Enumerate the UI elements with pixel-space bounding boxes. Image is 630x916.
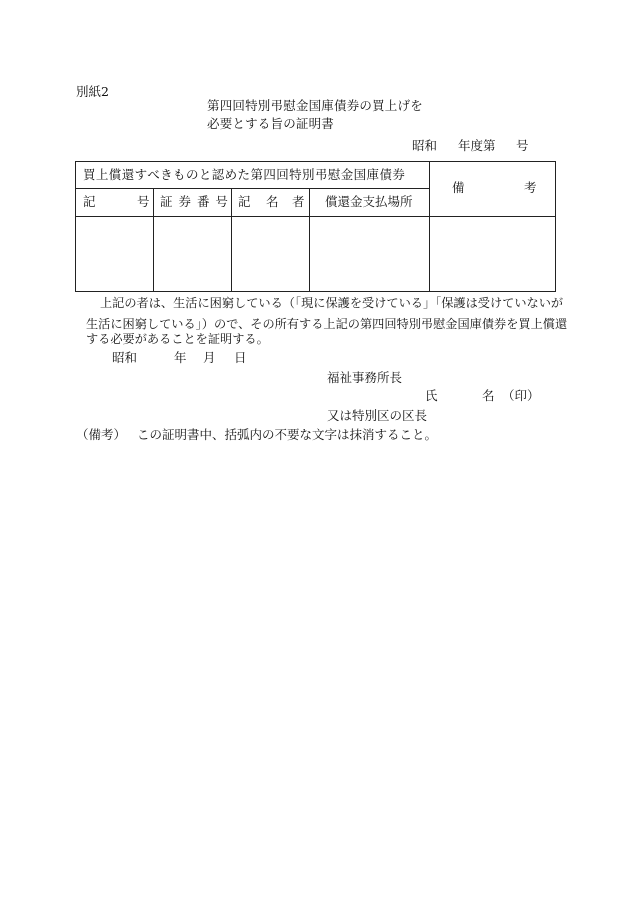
- col-payment-place: 償還金支払場所: [325, 194, 413, 209]
- signature-office: 福祉事務所長: [327, 370, 403, 385]
- col-shoken-bangou: 証 券 番 号: [160, 194, 229, 209]
- col-kimei-char3: 者: [292, 194, 305, 209]
- col-kigou-char2: 号: [137, 194, 150, 209]
- col-kimei-char2: 名: [266, 194, 279, 209]
- col-kimei-char1: 記: [238, 194, 251, 209]
- remarks-header-char1: 備: [452, 180, 465, 195]
- date-day: 日: [234, 350, 247, 365]
- col-kigou-char1: 記: [83, 194, 96, 209]
- doc-number-year-label: 年度第: [458, 138, 496, 153]
- body-line-2: 生活に困窮している」）ので、その所有する上記の第四回特別弔慰金国庫債券を買上償還: [86, 317, 568, 331]
- note-label: （備考）: [76, 427, 127, 442]
- note-text: この証明書中、括弧内の不要な文字は抹消すること。: [137, 427, 438, 442]
- signature-name-char2: 名: [482, 388, 495, 403]
- signature-seal: （印）: [502, 388, 540, 403]
- bond-table: [75, 161, 556, 292]
- date-era: 昭和: [112, 350, 138, 365]
- body-line-3: する必要があることを証明する。: [86, 332, 269, 346]
- signature-alt-office: 又は特別区の区長: [327, 408, 428, 423]
- date-year: 年: [174, 350, 187, 365]
- doc-number-era: 昭和: [412, 138, 438, 153]
- body-line-1: 上記の者は、生活に困窮している（「現に保護を受けている」「保護は受けていないが: [100, 296, 564, 310]
- table-body-row: [76, 217, 555, 291]
- table-group-header: 買上償還すべきものと認めた第四回特別弔慰金国庫債券: [83, 167, 406, 182]
- remarks-header-char2: 考: [524, 180, 537, 195]
- signature-name-char1: 氏: [425, 388, 438, 403]
- doc-number-number-label: 号: [516, 138, 529, 153]
- document-title-line2: 必要とする旨の証明書: [207, 116, 335, 131]
- document-title-line1: 第四回特別弔慰金国庫債券の買上げを: [207, 98, 423, 113]
- table-rule-header: [76, 188, 429, 189]
- date-month: 月: [203, 350, 216, 365]
- attachment-label: 別紙2: [76, 84, 109, 99]
